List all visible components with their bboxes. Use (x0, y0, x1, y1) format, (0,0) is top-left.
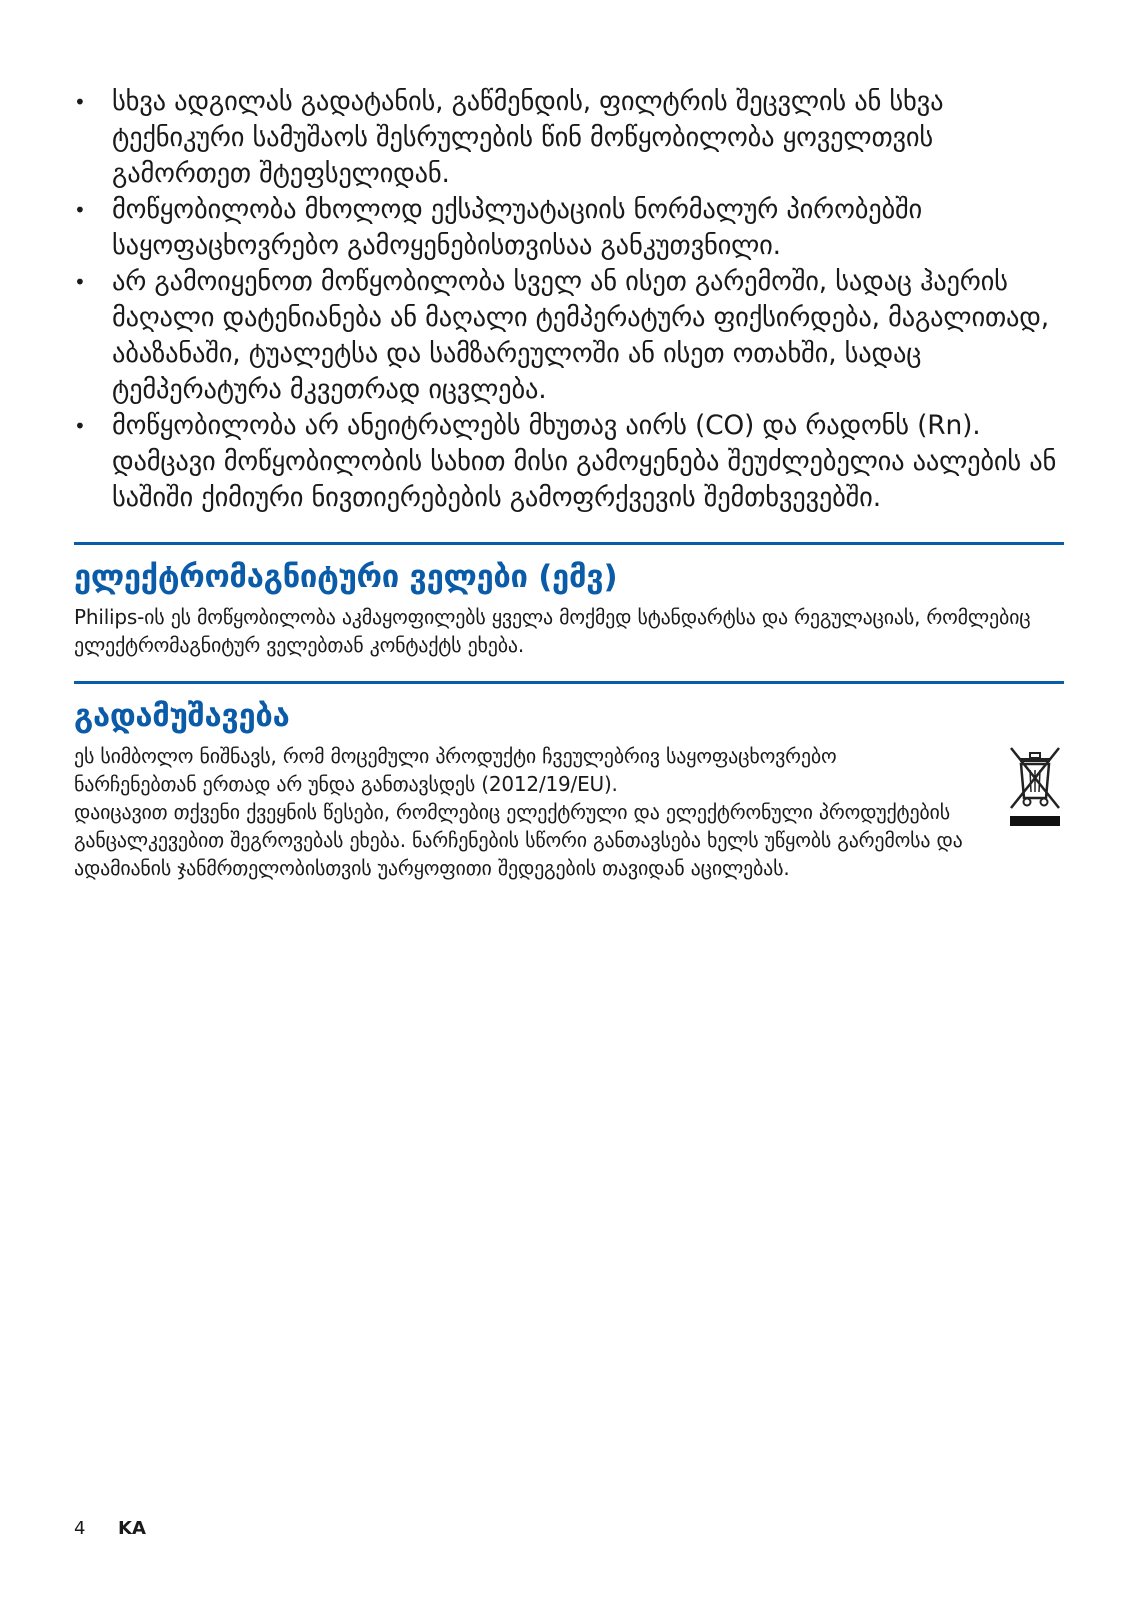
recycling-heading: გადამუშავება (74, 698, 290, 734)
bullet-item: • არ გამოიყენოთ მოწყობილობა სველ ან ისეთ გარემოში, სადაც ჰაერის მაღალი დატენიანება ან მაღალი ტემპერატურა ფიქსირდება, მაგალითად, აბაზანაში, ტუალეტსა და სამზარეულოში ან ისეთ ოთახში, სადაც ტემპერატურა მკვეთრად იცვლება. (74, 264, 1064, 408)
section-divider (74, 681, 1064, 684)
language-code: KA (118, 1518, 146, 1539)
recycling-symbol-text: ეს სიმბოლო ნიშნავს, რომ მოცემული პროდუქტი ჩვეულებრივ საყოფაცხოვრებო ნარჩენებთან ერთად არ უნდა განთავსდეს (2012/19/EU). (74, 744, 837, 796)
section-divider (74, 542, 1064, 545)
page-number: 4 (74, 1518, 86, 1539)
safety-bullet-list (74, 84, 1064, 516)
recycling-section (74, 742, 1064, 882)
recycling-rules-text: დაიცავით თქვენი ქვეყნის წესები, რომლებიც ელექტრული და ელექტრონული პროდუქტების განცალკევებით შეგროვებას ეხება. ნარჩენების სწორი განთავსება ხელს უწყობს გარემოსა და ადამიანის ჯანმრთელობისთვის უარყოფითი შედეგების თავიდან აცილებას. (74, 800, 963, 880)
bullet-item: • მოწყობილობა არ ანეიტრალებს მხუთავ აირს (CO) და რადონს (Rn). დამცავი მოწყობილობის სახით მისი გამოყენება შეუძლებელია აალების ან საშიში ქიმიური ნივთიერებების გამოფრქვევის შემთხვევებში. (74, 408, 1064, 516)
page-content (74, 84, 1064, 882)
crossed-out-wheelie-bin-icon (1006, 744, 1064, 828)
bullet-item: • სხვა ადგილას გადატანის, გაწმენდის, ფილტრის შეცვლის ან სხვა ტექნიკური სამუშაოს შესრულების წინ მოწყობილობა ყოველთვის გამორთეთ შტეფსელიდან. (74, 84, 1064, 192)
page-footer (74, 1518, 146, 1539)
emf-text: Philips-ის ეს მოწყობილობა აკმაყოფილებს ყველა მოქმედ სტანდარტსა და რეგულაციას, რომლებიც ელექტრომაგნიტურ ველებთან კონტაქტს ეხება. (74, 605, 1031, 657)
bullet-item: • მოწყობილობა მხოლოდ ექსპლუატაციის ნორმალურ პირობებში საყოფაცხოვრებო გამოყენებისთვისაა განკუთვნილი. (74, 192, 1064, 264)
emf-heading: ელექტრომაგნიტური ველები (ემვ) (74, 559, 618, 595)
